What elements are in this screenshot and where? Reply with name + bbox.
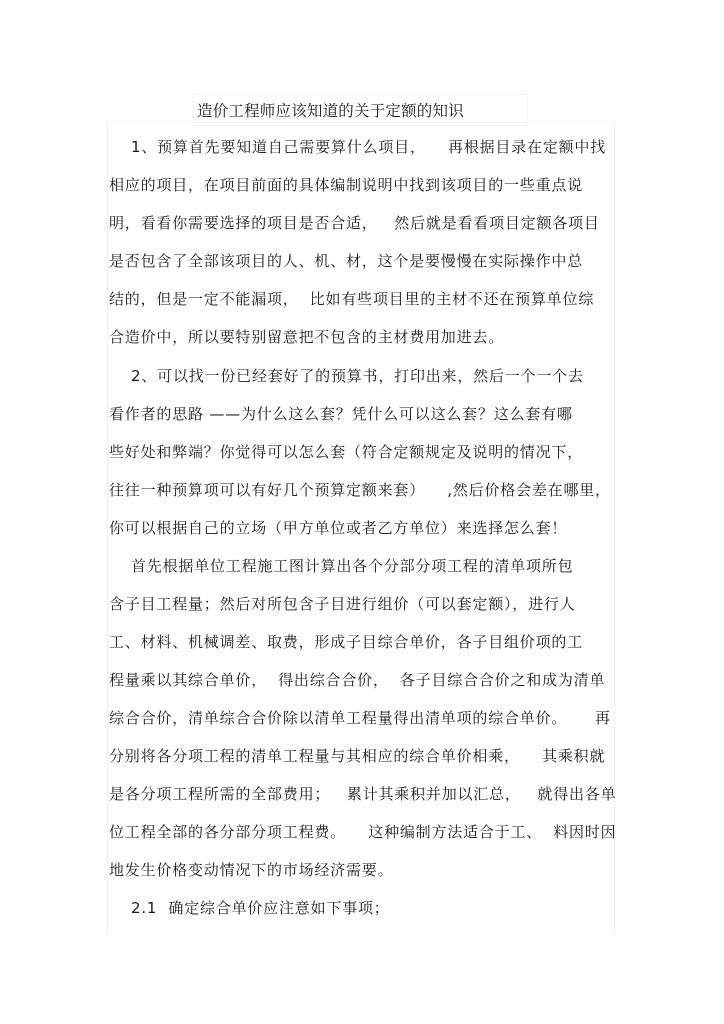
text-line: 明，看看你需要选择的项目是否合适， 然后就是看看项目定额各项目 <box>109 214 600 232</box>
text-line: 2、可以找一份已经套好了的预算书，打印出来，然后一个一个去 <box>131 367 584 385</box>
text-line: 位工程全部的各分部分项工程费。 这种编制方法适合于工、 料因时因 <box>109 823 617 841</box>
text-line: 程量乘以其综合单价， 得出综合合价， 各子目综合合价之和成为清单 <box>109 671 606 689</box>
text-line: 是否包含了全部该项目的人、机、材，这个是要慢慢在实际操作中总 <box>109 252 584 270</box>
text-line: 工、材料、机械调差、取费，形成子目综合单价，各子目组价项的工 <box>109 633 584 651</box>
text-line: 看作者的思路 ——为什么这么套？凭什么可以这么套？这么套有哪 <box>109 405 573 423</box>
text-line: 2.1 确定综合单价应注意如下事项； <box>131 899 390 917</box>
text-line: 些好处和弊端？你觉得可以怎么套（符合定额规定及说明的情况下， <box>109 443 584 461</box>
text-line: 你可以根据自己的立场（甲方单位或者乙方单位）来选择怎么套！ <box>109 519 568 537</box>
text-line: 1、预算首先要知道自己需要算什么项目， 再根据目录在定额中找 <box>131 138 607 156</box>
text-line: 地发生价格变动情况下的市场经济需要。 <box>109 861 394 879</box>
page-title: 造价工程师应该知道的关于定额的知识 <box>197 102 464 120</box>
text-line: 合造价中，所以要特别留意把不包含的主材费用加进去。 <box>109 328 505 346</box>
text-line: 综合合价，清单综合合价除以清单工程量得出清单项的综合单价。 再 <box>109 709 611 727</box>
text-line: 含子目工程量；然后对所包含子目进行组价（可以套定额），进行人 <box>109 595 576 613</box>
text-line: 结的，但是一定不能漏项， 比如有些项目里的主材不还在预算单位综 <box>109 290 595 308</box>
text-line: 首先根据单位工程施工图计算出各个分部分项工程的清单项所包 <box>131 557 574 575</box>
text-line: 分别将各分项工程的清单工程量与其相应的综合单价相乘， 其乘积就 <box>109 747 606 765</box>
text-line: 是各分项工程所需的全部费用； 累计其乘积并加以汇总， 就得出各单 <box>109 785 617 803</box>
text-line: 往往一种预算项可以有好几个预算定额来套） ,然后价格会差在哪里， <box>109 481 611 499</box>
text-line: 相应的项目，在项目前面的具体编制说明中找到该项目的一些重点说 <box>109 176 584 194</box>
